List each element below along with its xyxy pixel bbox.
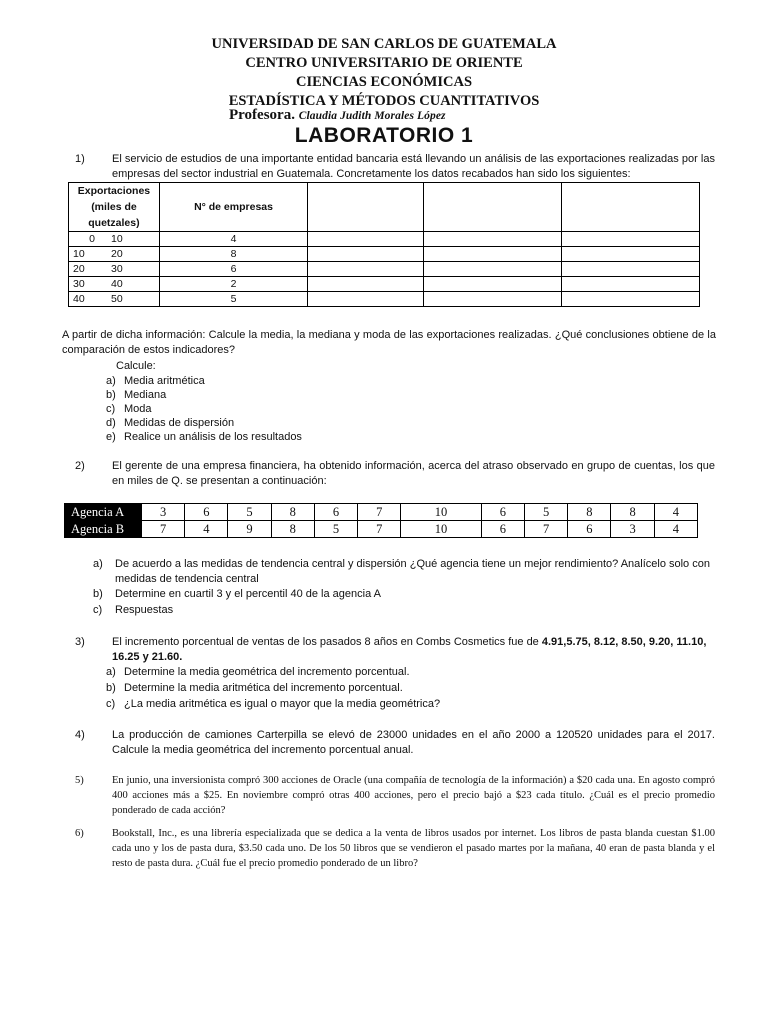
- value-cell: 3: [611, 521, 654, 538]
- course-name: ESTADÍSTICA Y MÉTODOS CUANTITATIVOS: [228, 93, 540, 109]
- document-header: [0, 35, 768, 111]
- item-text: Realice un análisis de los resultados: [124, 431, 302, 443]
- item-text: ¿La media aritmética es igual o mayor que la media geométrica?: [124, 698, 441, 710]
- question-number: 4): [75, 729, 85, 741]
- count-cell: 5: [159, 292, 307, 307]
- question-text: El gerente de una empresa financiera, ha obtenido información, acerca del atraso observado en grupo de cuentas, los que en miles de Q. se presentan a continuación:: [112, 460, 715, 487]
- interval-lo: 0: [89, 233, 95, 245]
- item-text: Determine la media aritmética del incremento porcentual.: [124, 682, 403, 694]
- interval-hi: 40: [111, 278, 123, 290]
- value-cell: 8: [271, 504, 314, 521]
- empty-cell: [424, 183, 562, 232]
- value-cell: 5: [228, 504, 271, 521]
- question-number: 1): [75, 153, 85, 165]
- exports-table: [68, 182, 700, 307]
- table-row: [69, 232, 700, 247]
- table-row: [69, 262, 700, 277]
- empty-cell: [308, 292, 424, 307]
- value-cell: 6: [481, 504, 524, 521]
- item-text: Determine en cuartil 3 y el percentil 40 de la agencia A: [115, 588, 381, 600]
- item-letter: a): [93, 558, 103, 570]
- item-letter: a): [106, 666, 116, 678]
- interval-lo: 20: [73, 263, 85, 275]
- header-empresas: N° de empresas: [159, 183, 307, 232]
- value-cell: 9: [228, 521, 271, 538]
- class-interval: [69, 247, 160, 262]
- empty-cell: [424, 232, 562, 247]
- item-letter: e): [106, 431, 116, 443]
- table-row: [69, 277, 700, 292]
- value-cell: 5: [525, 504, 568, 521]
- item-letter: c): [106, 698, 116, 710]
- agencias-table: [64, 503, 698, 538]
- count-cell: 2: [159, 277, 307, 292]
- value-cell: 10: [401, 504, 481, 521]
- empty-cell: [424, 247, 562, 262]
- class-interval: [69, 262, 160, 277]
- empty-cell: [308, 262, 424, 277]
- table-header-row: [69, 183, 700, 232]
- table-row: [65, 504, 698, 521]
- empty-cell: [562, 292, 700, 307]
- value-cell: 4: [654, 521, 697, 538]
- question-1-followup: A partir de dicha información: Calcule la media, la mediana y moda de las exportaciones realizadas. ¿Qué conclusiones obtiene de la comparación de estos indicadores?: [62, 329, 716, 356]
- item-text: Medidas de dispersión: [124, 417, 235, 429]
- item-text: Respuestas: [115, 604, 174, 616]
- faculty-name: CIENCIAS ECONÓMICAS: [295, 74, 473, 90]
- question-text: El servicio de estudios de una importante entidad bancaria está llevando un análisis de las exportaciones realizadas por las empresas del sector industrial en Guatemala. Concretamente los datos recabados han sido los siguientes:: [112, 153, 715, 180]
- value-cell: 5: [314, 521, 357, 538]
- value-cell: 6: [481, 521, 524, 538]
- value-cell: 10: [401, 521, 481, 538]
- header-exportaciones: Exportaciones (miles de quetzales): [69, 183, 160, 232]
- empty-cell: [308, 183, 424, 232]
- item-letter: c): [93, 604, 103, 616]
- value-cell: 4: [185, 521, 228, 538]
- empty-cell: [308, 277, 424, 292]
- empty-cell: [562, 262, 700, 277]
- value-cell: 8: [271, 521, 314, 538]
- value-cell: 6: [314, 504, 357, 521]
- item-letter: d): [106, 417, 116, 429]
- university-name: UNIVERSIDAD DE SAN CARLOS DE GUATEMALA: [211, 36, 557, 52]
- class-interval: [69, 277, 160, 292]
- item-text: Media aritmética: [124, 375, 205, 387]
- item-letter: b): [106, 389, 116, 401]
- question-text-main: El incremento porcentual de ventas de los pasados 8 años en Combs Cosmetics fue de: [112, 636, 542, 648]
- interval-hi: 10: [111, 233, 123, 245]
- question-number: 3): [75, 636, 85, 648]
- item-letter: c): [106, 403, 116, 415]
- empty-cell: [308, 247, 424, 262]
- class-interval: [69, 292, 160, 307]
- center-name: CENTRO UNIVERSITARIO DE ORIENTE: [245, 55, 523, 71]
- agencia-b-label: Agencia B: [65, 521, 142, 538]
- value-cell: 8: [568, 504, 611, 521]
- interval-hi: 30: [111, 263, 123, 275]
- value-cell: 7: [142, 521, 185, 538]
- item-letter: b): [106, 682, 116, 694]
- value-cell: 8: [611, 504, 654, 521]
- question-number: 6): [75, 828, 84, 839]
- question-number: 5): [75, 775, 84, 786]
- empty-cell: [562, 277, 700, 292]
- item-text: Moda: [124, 403, 152, 415]
- empty-cell: [424, 262, 562, 277]
- value-cell: 7: [358, 521, 401, 538]
- value-cell: 6: [185, 504, 228, 521]
- empty-cell: [424, 277, 562, 292]
- value-cell: 4: [654, 504, 697, 521]
- value-cell: 7: [358, 504, 401, 521]
- item-text: De acuerdo a las medidas de tendencia central y dispersión ¿Qué agencia tiene un mejor rendimiento? Analícelo solo con medidas de tendencia central: [115, 558, 710, 585]
- value-cell: 3: [142, 504, 185, 521]
- class-interval: [69, 232, 160, 247]
- item-text: Mediana: [124, 389, 167, 401]
- empty-cell: [424, 292, 562, 307]
- interval-lo: 30: [73, 278, 85, 290]
- professor-label: Profesora.: [229, 107, 295, 123]
- count-cell: 6: [159, 262, 307, 277]
- table-row: [65, 521, 698, 538]
- empty-cell: [562, 183, 700, 232]
- interval-lo: 10: [73, 248, 85, 260]
- empty-cell: [308, 232, 424, 247]
- interval-lo: 40: [73, 293, 85, 305]
- question-text: En junio, una inversionista compró 300 acciones de Oracle (una compañía de tecnología de la información) a $20 cada una. En agosto compró 400 acciones más a $25. En noviembre compró otras 400 acciones, pero el precio bajó a $23 cada título. ¿Cuál es el precio promedio ponderado de cada acción?: [112, 775, 715, 816]
- interval-hi: 20: [111, 248, 123, 260]
- agencia-a-label: Agencia A: [65, 504, 142, 521]
- interval-hi: 50: [111, 293, 123, 305]
- count-cell: 4: [159, 232, 307, 247]
- item-letter: b): [93, 588, 103, 600]
- question-text: [112, 635, 715, 665]
- professor-line: [229, 107, 446, 124]
- professor-name: Claudia Judith Morales López: [298, 110, 446, 122]
- question-text: La producción de camiones Carterpilla se elevó de 23000 unidades en el año 2000 a 120520 unidades para el 2017. Calcule la media geométrica del incremento porcentual anual.: [112, 729, 715, 756]
- count-cell: 8: [159, 247, 307, 262]
- table-row: [69, 292, 700, 307]
- item-letter: a): [106, 375, 116, 387]
- item-text: Determine la media geométrica del incremento porcentual.: [124, 666, 410, 678]
- calcule-label: Calcule:: [116, 360, 156, 372]
- question-text: Bookstall, Inc., es una librería especializada que se dedica a la venta de libros usados por internet. Los libros de pasta blanda cuestan $1.00 cada uno y los de pasta dura, $3.50 cada uno. De los 50 libros que se vendieron el pasado martes por la mañana, 40 eran de pasta blanda y el resto de pasta dura. ¿Cuál fue el precio promedio ponderado de un libro?: [112, 828, 715, 869]
- question-values: 4.91,5.75, 8.12, 8.50, 9.20, 11.10, 16.25 y 21.60.: [112, 636, 707, 663]
- value-cell: 7: [525, 521, 568, 538]
- value-cell: 6: [568, 521, 611, 538]
- table-row: [69, 247, 700, 262]
- empty-cell: [562, 247, 700, 262]
- question-number: 2): [75, 460, 85, 472]
- empty-cell: [562, 232, 700, 247]
- page-title: LABORATORIO 1: [294, 124, 474, 147]
